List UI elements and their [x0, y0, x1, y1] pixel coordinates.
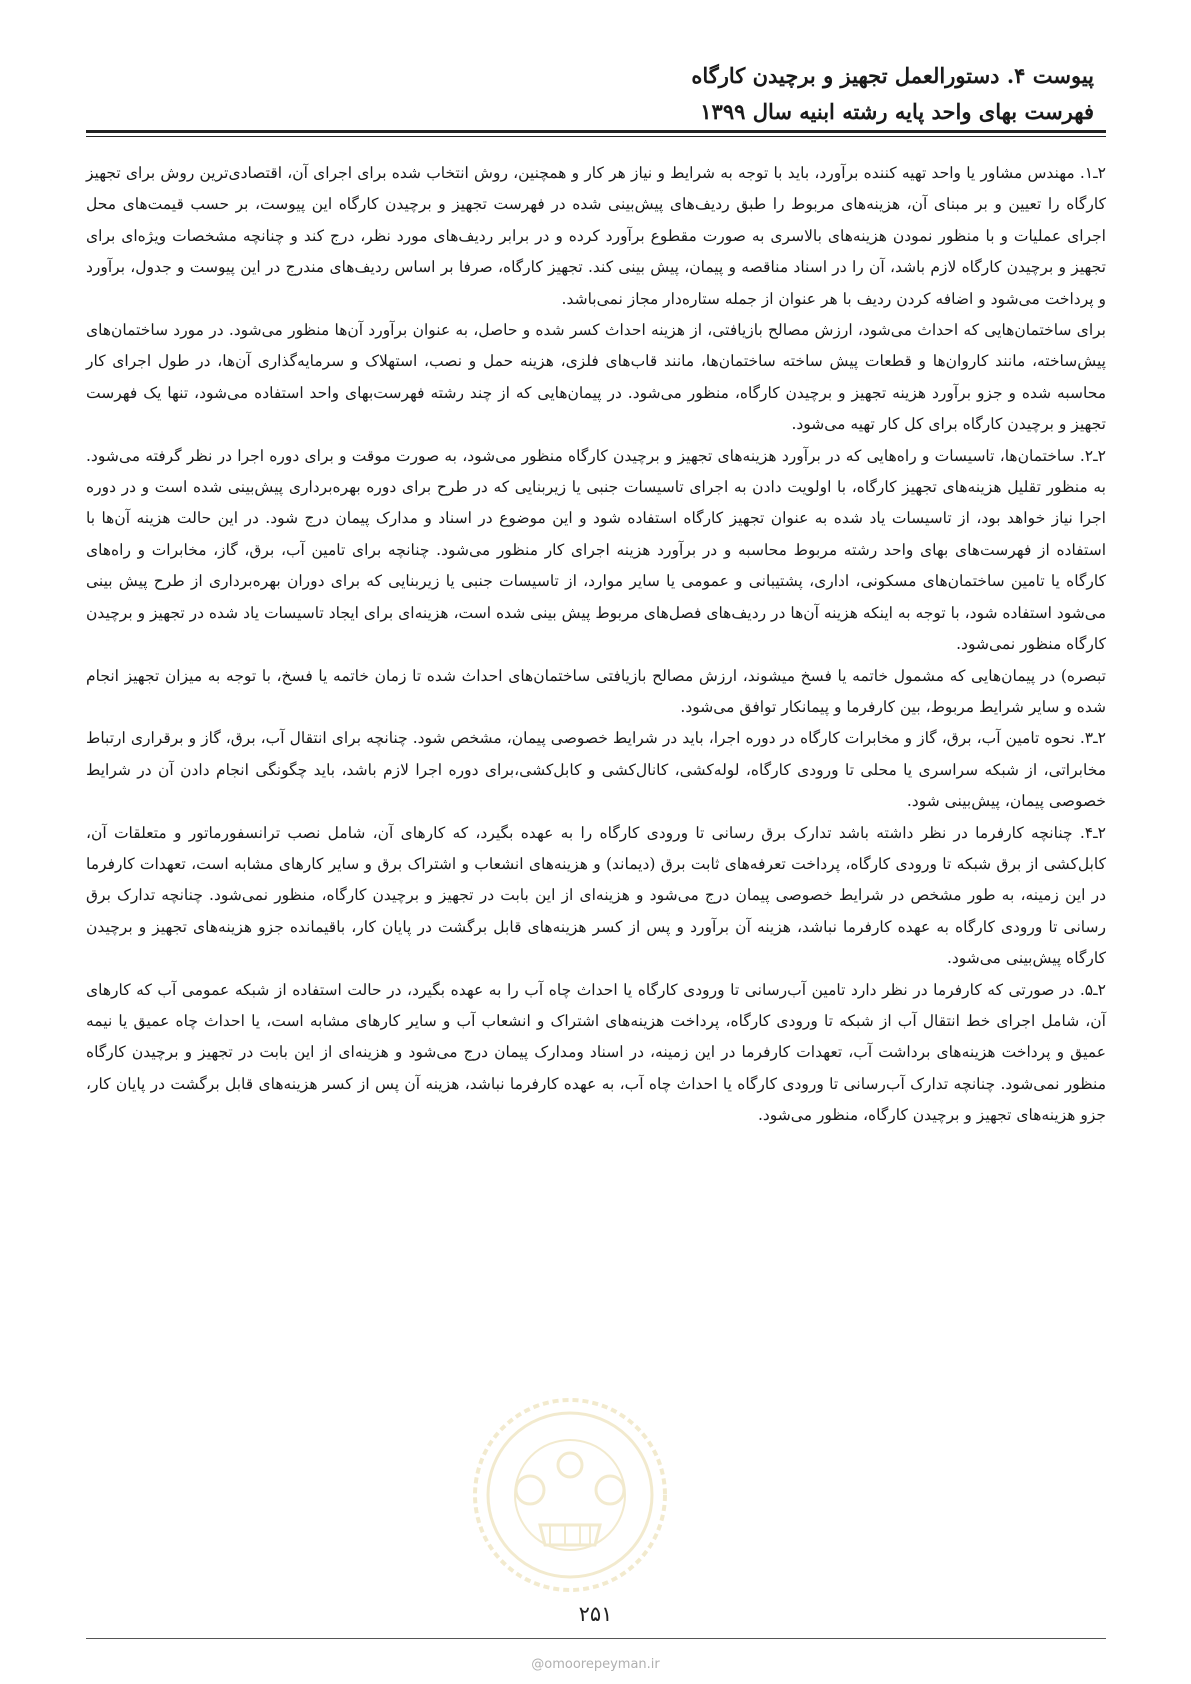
- paragraph-note: تبصره) در پیمان‌هایی که مشمول خاتمه یا فسخ میشوند، ارزش مصالح بازیافتی ساختمان‌های احداث شده تا زمان خاتمه یا فسخ، با توجه به میزان تجهیز انجام شده و سایر شرایط مربوط، بین کارفرما و پیمانکار توافق می‌شود.: [86, 666, 1106, 716]
- page-header: [94, 58, 1094, 130]
- document-body: [86, 158, 1106, 1132]
- header-title-pricelist: فهرست بهای واحد پایه رشته ابنیه سال ۱۳۹۹: [700, 99, 1094, 124]
- footer-rule: [86, 1638, 1106, 1639]
- paragraph-2-5: ۲ـ۵. در صورتی که کارفرما در نظر دارد تامین آب‌رسانی تا ورودی کارگاه یا احداث چاه آب را به عهده بگیرد، در حالت استفاده از شبکه عمومی آب که کارهای آن، شامل اجرای خط انتقال آب از شبکه تا ورودی کارگاه، پرداخت هزینه‌های اشتراک و انشعاب آب و سایر کارهای مشابه است، یا احداث چاه عمیق یا نیمه عمیق و پرداخت هزینه‌های برداشت آب، تعهدات کارفرما در این زمینه، در اسناد ومدارک پیمان درج می‌شود و هزینه‌ای از این بابت در تجهیز و برچیدن کارگاه منظور نمی‌شود. چنانچه تدارک آب‌رسانی تا ورودی کارگاه یا احداث چاه آب، به عهده کارفرما نباشد، هزینه آن پس از کسر هزینه‌های قابل برگشت در پایان کار، جزو هزینه‌های تجهیز و برچیدن کارگاه، منظور می‌شود.: [86, 980, 1106, 1125]
- website-footer: @omoorepeyman.ir: [531, 1657, 660, 1672]
- omoorepeyman-seal-icon: [470, 1395, 670, 1595]
- header-title-appendix: پیوست ۴. دستورالعمل تجهیز و برچیدن کارگاه: [691, 63, 1094, 88]
- paragraph-2-1-continued: برای ساختمان‌هایی که احداث می‌شود، ارزش مصالح بازیافتی، از هزینه احداث کسر شده و حاصل، به عنوان برآورد آن‌ها منظور می‌شود. در مورد ساختمان‌های پیش‌ساخته، مانند کاروان‌ها و قطعات پیش ساخته ساختمان‌ها، مانند قاب‌های فلزی، هزینه حمل و نصب، استهلاک و سرمایه‌گذاری آن‌ها، در طول اجرای کار محاسبه شده و جزو برآورد هزینه تجهیز و برچیدن کارگاه، منظور می‌شود. در پیمان‌هایی که از چند رشته فهرست‌بهای واحد استفاده می‌شود، تنها یک فهرست تجهیز و برچیدن کارگاه برای کل کار تهیه می‌شود.: [86, 321, 1106, 434]
- paragraph-2-4: ۲ـ۴. چنانچه کارفرما در نظر داشته باشد تدارک برق رسانی تا ورودی کارگاه را به عهده بگیرد، که کارهای آن، شامل نصب ترانسفورماتور و متعلقات آن، کابل‌کشی از برق شبکه تا ورودی کارگاه، پرداخت تعرفه‌های ثابت برق (دیماند) و هزینه‌های انشعاب و اشتراک برق و سایر کارهای مشابه است، تعهدات کارفرما در این زمینه، به طور مشخص در شرایط خصوصی پیمان درج می‌شود و هزینه‌ای از این بابت در تجهیز و برچیدن کارگاه، منظور نمی‌شود. چنانچه تدارک برق رسانی تا ورودی کارگاه به عهده کارفرما نباشد، هزینه آن برآورد و پس از کسر هزینه‌های قابل برگشت در پایان کار، باقیمانده جزو هزینه‌های تجهیز و برچیدن کارگاه پیش‌بینی می‌شود.: [86, 823, 1106, 968]
- header-rule-thick: [86, 130, 1106, 133]
- page-number: ۲۵۱: [578, 1602, 613, 1626]
- paragraph-2-1: ۲ـ۱. مهندس مشاور یا واحد تهیه کننده برآورد، باید با توجه به شرایط و نیاز هر کار و همچنین، روش انتخاب شده برای اجرای آن، اقتصادی‌ترین روش برای تجهیز کارگاه را تعیین و بر مبنای آن، هزینه‌های مربوط را طبق ردیف‌های پیش‌بینی شده در فهرست تجهیز و برچیدن کارگاه این پیوست، بر حسب قیمت‌های محل اجرای عملیات و با منظور نمودن هزینه‌های بالاسری به صورت مقطوع برآورد کرده و در برابر ردیف‌های مورد نظر، درج کند و چنانچه مشخصات ویژه‌ای برای تجهیز و برچیدن کارگاه لازم باشد، آن را در اسناد مناقصه و پیمان، پیش بینی کند. تجهیز کارگاه، صرفا بر اساس ردیف‌های مندرج در این پیوست و جدول، برآورد و پرداخت می‌شود و اضافه کردن ردیف با هر عنوان از جمله ستاره‌دار مجاز نمی‌باشد.: [86, 164, 1106, 308]
- paragraph-2-2: ۲ـ۲. ساختمان‌ها، تاسیسات و راه‌هایی که در برآورد هزینه‌های تجهیز و برچیدن کارگاه منظور می‌شود، به صورت موقت و برای دوره اجرا در نظر گرفته می‌شود. به منظور تقلیل هزینه‌های تجهیز کارگاه، با اولویت دادن به اجرای تاسیسات جنبی یا زیربنایی که در طرح برای دوره بهره‌برداری پیش‌بینی شده است و در دوره اجرا نیاز خواهد بود، از تاسیسات یاد شده به عنوان تجهیز کارگاه استفاده شود و این موضوع در اسناد و مدارک پیمان درج شود. در این حالت هزینه آن‌ها با استفاده از فهرست‌های بهای واحد رشته مربوط محاسبه و در برآورد هزینه اجرای کار منظور می‌شود. چنانچه برای تامین آب، برق، گاز، مخابرات و راه‌های کارگاه یا تامین ساختمان‌های مسکونی، اداری، پشتیبانی و عمومی یا سایر موارد، از تاسیسات جنبی یا زیربنایی که برای دوران بهره‌برداری از طرح پیش بینی می‌شود استفاده شود، با توجه به اینکه هزینه آن‌ها در ردیف‌های فصل‌های مربوط پیش بینی شده است، هزینه‌ای برای ایجاد تاسیسات یاد شده در تجهیز و برچیدن کارگاه منظور نمی‌شود.: [86, 446, 1106, 654]
- header-rule-thin: [86, 136, 1106, 137]
- paragraph-2-3: ۲ـ۳. نحوه تامین آب، برق، گاز و مخابرات کارگاه در دوره اجرا، باید در شرایط خصوصی پیمان، مشخص شود. چنانچه برای انتقال آب، برق، گاز و برقراری ارتباط مخابراتی، از شبکه سراسری یا محلی تا ورودی کارگاه، لوله‌کشی، کانال‌کشی و کابل‌کشی،برای دوره اجرا لازم باشد، باید چگونگی انجام دادن آن در شرایط خصوصی پیمان، پیش‌بینی شود.: [86, 729, 1106, 811]
